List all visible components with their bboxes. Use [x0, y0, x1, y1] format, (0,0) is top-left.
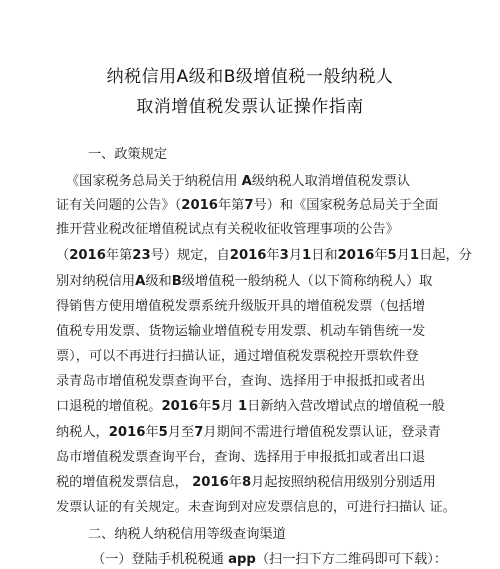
text-segment: 2016	[229, 248, 267, 263]
document-title-line-1: 纳税信用A级和B级增值税一般纳税人	[106, 67, 394, 87]
text-segment: 年	[374, 248, 388, 263]
text-segment: 2016	[192, 475, 229, 490]
text-segment: 别对纳税信用	[56, 274, 136, 289]
text-segment: 月至	[167, 425, 195, 440]
text-segment: B	[171, 274, 182, 289]
body-line	[56, 373, 425, 391]
text-segment: 月	[288, 248, 303, 263]
text-segment: 年	[145, 425, 159, 440]
body-line	[56, 221, 399, 239]
text-segment: 5	[158, 425, 168, 440]
text-segment: 月起按照纳税信用级别分别适用	[251, 475, 436, 490]
section-2-sub-item	[92, 551, 447, 569]
text-segment: 1	[302, 248, 312, 263]
text-segment: 1	[237, 399, 248, 414]
body-line	[56, 499, 456, 517]
text-segment: 1	[409, 248, 420, 263]
text-segment: 2016	[337, 248, 375, 263]
text-segment: （扫一扫下方二维码即可下载）：	[255, 552, 448, 567]
text-segment: 年	[266, 248, 280, 263]
document-title-line-2: 取消增值税发票认证操作指南	[136, 97, 364, 117]
section-1-heading: 一、政策规定	[88, 147, 168, 162]
text-segment: 年	[198, 399, 212, 414]
text-segment: 号）规定，自	[150, 248, 230, 263]
text-segment: 岛市增值税发票查询平台，查询、选择用于申报抵扣或者出口退	[56, 450, 426, 465]
text-segment: 日新纳入营改增试点的增值税一般	[247, 399, 445, 414]
text-segment: app	[228, 552, 256, 567]
body-line	[56, 298, 425, 316]
body-line	[56, 197, 438, 215]
body-line	[56, 449, 425, 467]
text-segment: 得销售方使用增值税发票系统升级版开具的增值税发票（包括增	[56, 299, 426, 314]
text-segment: 号）和《国家税务总局关于全面	[253, 198, 439, 213]
text-segment: 录青岛市增值税发票查询平台，查询、选择用于申报抵扣或者出	[56, 374, 426, 389]
text-segment: 纳税人，	[56, 425, 109, 440]
text-segment: 年第	[218, 198, 245, 213]
text-segment: （一）登陆手机税税通	[92, 552, 229, 567]
body-line	[56, 273, 432, 291]
text-segment: 日和	[311, 248, 338, 263]
body-line	[56, 398, 445, 416]
text-segment: 发票认证的有关规定。未查询到对应发票信息的，可进行扫描认 证。	[56, 500, 456, 515]
text-segment: 3	[279, 248, 289, 263]
text-segment: 级增值税一般纳税人（以下简称纳税人）取	[181, 274, 433, 289]
text-segment: A	[135, 274, 146, 289]
text-segment: 5	[211, 399, 221, 414]
text-segment: 票），可以不再进行扫描认证，通过增值税发票税控开票软件登	[56, 349, 419, 364]
text-segment: 年第	[105, 248, 133, 263]
body-line	[56, 474, 436, 492]
text-segment: 7	[194, 425, 204, 440]
text-segment: 推开营业税改征增值税试点有关税收征收管理事项的公告》	[56, 222, 399, 237]
body-line	[66, 173, 410, 191]
text-segment: 2016	[161, 399, 199, 414]
body-line	[56, 247, 472, 265]
text-segment: 23	[132, 248, 151, 263]
text-segment: 值税专用发票、货物运输业增值税专用发票、机动车销售统一发	[56, 324, 426, 339]
text-segment: 2016	[181, 198, 218, 213]
text-segment: 《国家税务总局关于纳税信用	[66, 174, 242, 189]
text-segment: 月	[220, 399, 238, 414]
body-line	[56, 348, 419, 366]
section-2-heading: 二、纳税人纳税信用等级查询渠道	[88, 527, 286, 542]
text-segment: 2016	[108, 425, 146, 440]
text-segment: 7	[244, 198, 254, 213]
body-line	[56, 323, 425, 341]
text-segment: 级纳税人取消增值税发票认	[251, 174, 411, 189]
text-segment: 日起，分	[419, 248, 472, 263]
text-segment: 月	[396, 248, 410, 263]
text-segment: 税的增值税发票信息，	[56, 475, 193, 490]
text-segment: 月期间不需进行增值税发票认证，登录青	[203, 425, 441, 440]
body-line	[56, 424, 441, 442]
text-segment: 8	[241, 475, 252, 490]
text-segment: 2016	[69, 248, 106, 263]
text-segment: 级和	[145, 274, 172, 289]
text-segment: 5	[387, 248, 397, 263]
text-segment: 证有关问题的公告》（	[56, 198, 182, 213]
text-segment: A	[241, 174, 252, 189]
text-segment: （	[56, 248, 70, 263]
text-segment: 口退税的增值税。	[56, 399, 162, 414]
text-segment: 年	[228, 475, 242, 490]
